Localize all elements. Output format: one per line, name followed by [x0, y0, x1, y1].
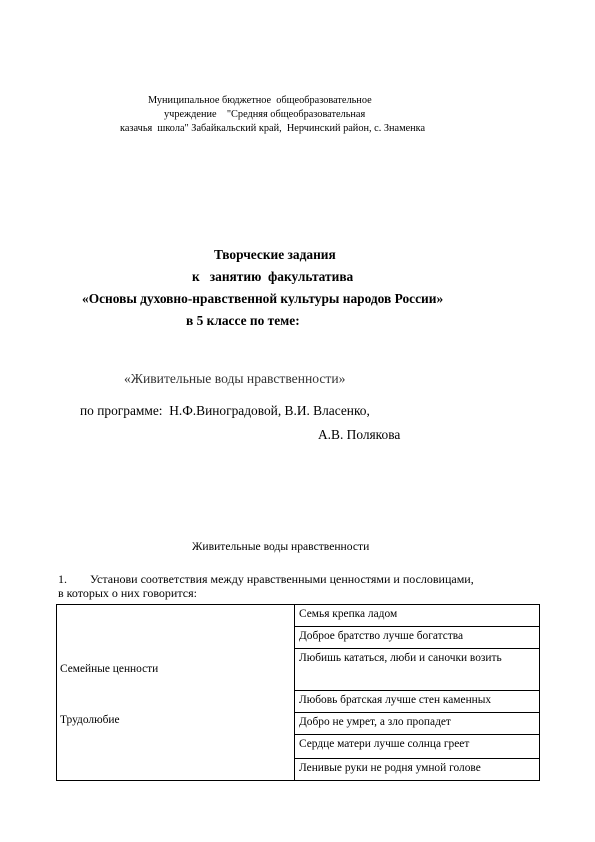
task-text-line-1: Установи соответствия между нравственными ценностями и пословицами,: [90, 572, 474, 586]
section-heading: Живительные воды нравственности: [192, 540, 370, 553]
proverb-row: Ленивые руки не родня умной голове: [299, 762, 481, 774]
program-authors-line-2: А.В. Полякова: [318, 427, 401, 442]
task-number: 1.: [58, 572, 67, 586]
proverb-row: Любовь братская лучше стен каменных: [295, 691, 539, 713]
proverb-row: Сердце матери лучше солнца греет: [295, 735, 539, 759]
title-line-4: в 5 классе по теме:: [186, 313, 300, 328]
value-family: Семейные ценности: [60, 663, 159, 675]
task-text-line-2: в которых о них говорится:: [58, 586, 197, 600]
proverb-row: Любишь кататься, люби и саночки возить: [295, 649, 539, 691]
matching-table: [56, 604, 540, 781]
title-line-2: к занятию факультатива: [192, 269, 354, 284]
institution-line-1: Муниципальное бюджетное общеобразовательное: [148, 95, 372, 106]
value-diligence: Трудолюбие: [60, 714, 120, 726]
program-authors-line-1: по программе: Н.Ф.Виноградовой, В.И. Власенко,: [80, 403, 370, 418]
proverbs-column: [295, 605, 539, 780]
proverb-row: Добро не умрет, а зло пропадет: [295, 713, 539, 735]
topic-subtitle: «Живительные воды нравственности»: [124, 371, 346, 386]
title-line-1: Творческие задания: [214, 247, 336, 262]
proverb-row: Семья крепка ладом: [295, 605, 539, 627]
values-column: [57, 605, 295, 780]
institution-line-2: учреждение "Средняя общеобразовательная: [164, 109, 366, 120]
proverb-row: Доброе братство лучше богатства: [295, 627, 539, 649]
institution-line-3: казачья школа" Забайкальский край, Нерчинский район, с. Знаменка: [120, 123, 426, 134]
title-line-3: «Основы духовно-нравственной культуры народов России»: [82, 291, 444, 306]
